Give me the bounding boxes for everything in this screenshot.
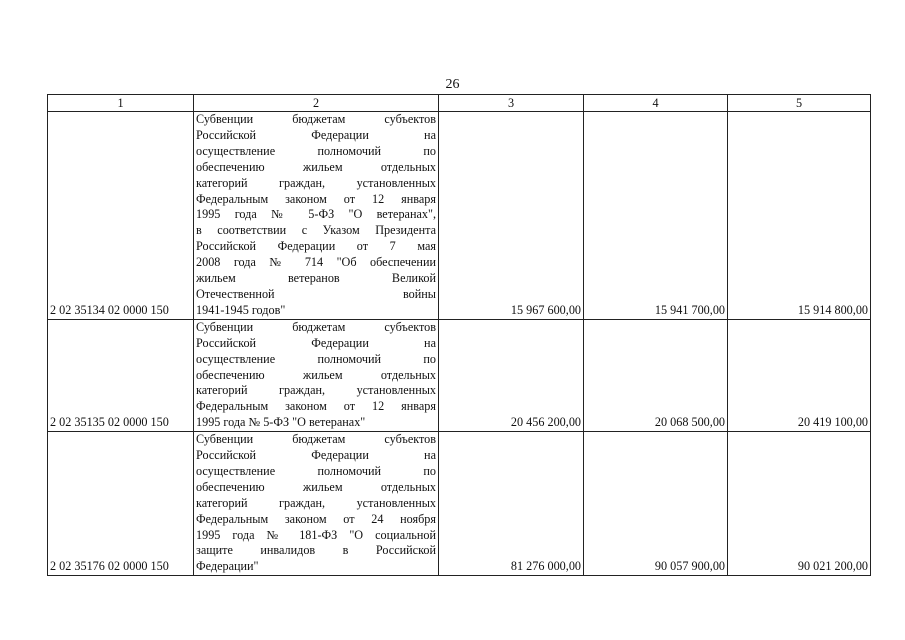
amount-cell-col4: 20 068 500,00	[584, 319, 728, 431]
description-line: 1995 года № 5-ФЗ "О ветеранах",	[196, 207, 436, 222]
description-line: Субвенции бюджетам субъектов	[196, 112, 436, 126]
description-line: обеспечению жильем отдельных	[196, 479, 436, 494]
description-line: Отечественной войны	[196, 286, 436, 301]
description-line: Российской Федерации от 7 мая	[196, 239, 436, 254]
budget-table	[47, 94, 871, 576]
column-header-1: 1	[48, 95, 194, 112]
amount-cell-col4: 15 941 700,00	[584, 112, 728, 320]
column-header-5: 5	[728, 95, 871, 112]
table-body	[48, 112, 871, 576]
table-row	[48, 319, 871, 431]
description-line: осуществление полномочий по	[196, 351, 436, 366]
budget-code-cell: 2 02 35134 02 0000 150	[48, 112, 194, 320]
description-line: Субвенции бюджетам субъектов	[196, 319, 436, 334]
amount-cell-col3: 20 456 200,00	[439, 319, 584, 431]
description-line: категорий граждан, установленных	[196, 175, 436, 190]
column-header-3: 3	[439, 95, 584, 112]
description-line: категорий граждан, установленных	[196, 383, 436, 398]
description-line: 1995 года № 5-ФЗ "О ветеранах"	[196, 415, 366, 430]
description-line: категорий граждан, установленных	[196, 495, 436, 510]
description-line: осуществление полномочий по	[196, 463, 436, 478]
description-line: Федеральным законом от 24 ноября	[196, 511, 436, 526]
description-cell	[194, 112, 439, 320]
table-row	[48, 432, 871, 576]
amount-cell-col4: 90 057 900,00	[584, 432, 728, 576]
page-number: 26	[445, 77, 460, 92]
description-cell	[194, 432, 439, 576]
description-line: 2008 года № 714 "Об обеспечении	[196, 255, 436, 270]
description-line: осуществление полномочий по	[196, 143, 436, 158]
description-line: Федеральным законом от 12 января	[196, 399, 436, 414]
amount-cell-col5: 15 914 800,00	[728, 112, 871, 320]
description-line: 1941-1945 годов"	[196, 302, 286, 317]
amount-cell-col3: 81 276 000,00	[439, 432, 584, 576]
amount-cell-col5: 90 021 200,00	[728, 432, 871, 576]
description-line: Субвенции бюджетам субъектов	[196, 432, 436, 447]
description-line: Российской Федерации на	[196, 127, 436, 142]
description-line: 1995 года № 181-ФЗ "О социальной	[196, 527, 436, 542]
description-line: в соответствии с Указом Президента	[196, 223, 436, 238]
description-line: Российской Федерации на	[196, 448, 436, 463]
table-row	[48, 112, 871, 320]
amount-cell-col3: 15 967 600,00	[439, 112, 584, 320]
column-header-2: 2	[194, 95, 439, 112]
description-line: Российской Федерации на	[196, 335, 436, 350]
budget-code-cell: 2 02 35176 02 0000 150	[48, 432, 194, 576]
description-line: обеспечению жильем отдельных	[196, 159, 436, 174]
description-line: обеспечению жильем отдельных	[196, 367, 436, 382]
description-line: Федеральным законом от 12 января	[196, 191, 436, 206]
description-line: жильем ветеранов Великой	[196, 271, 436, 286]
description-cell	[194, 319, 439, 431]
amount-cell-col5: 20 419 100,00	[728, 319, 871, 431]
budget-code-cell: 2 02 35135 02 0000 150	[48, 319, 194, 431]
column-header-4: 4	[584, 95, 728, 112]
description-line: Федерации"	[196, 559, 259, 574]
header-row	[48, 95, 871, 112]
description-line: защите инвалидов в Российской	[196, 543, 436, 558]
